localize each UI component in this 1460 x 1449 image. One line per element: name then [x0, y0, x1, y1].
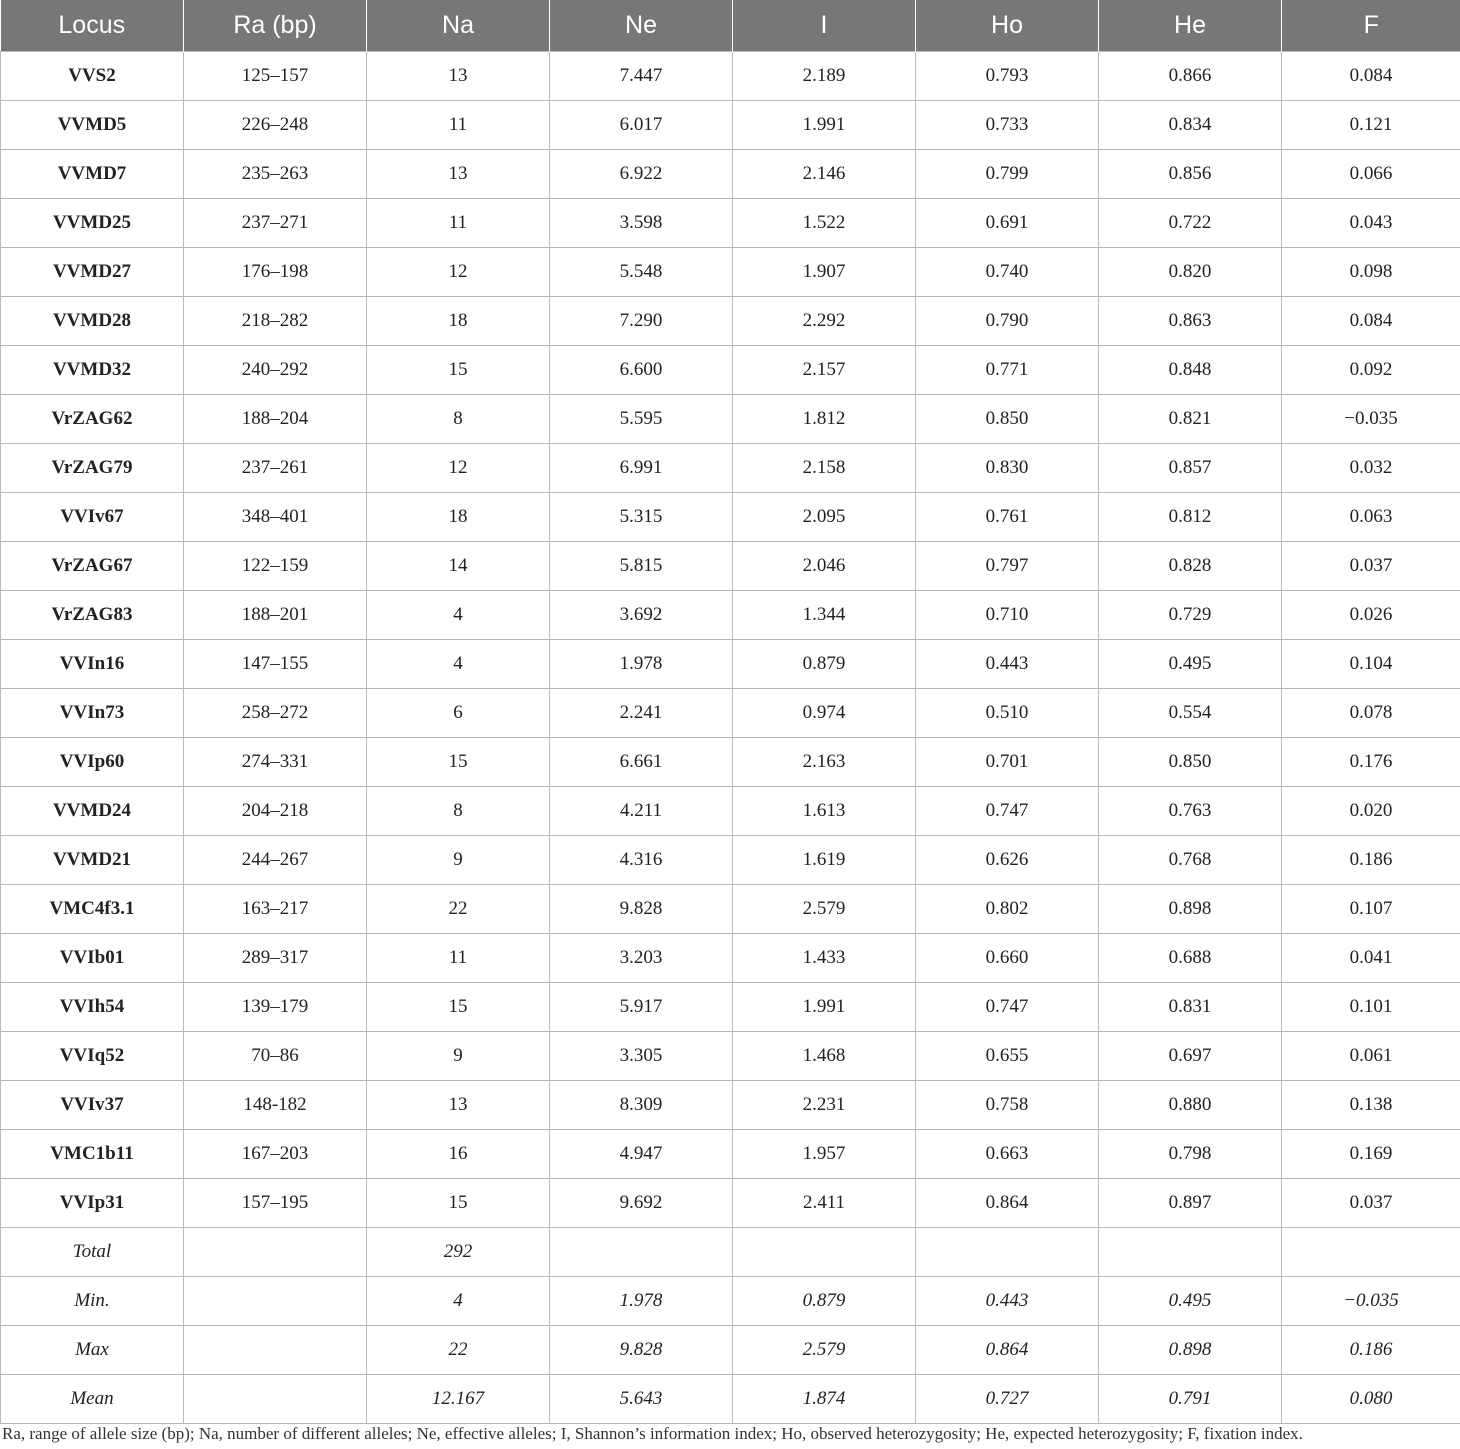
- table-cell: 147–155: [184, 640, 367, 689]
- table-cell: 0.747: [916, 787, 1099, 836]
- table-cell: [916, 1228, 1099, 1277]
- locus-cell: VVMD27: [1, 248, 184, 297]
- summary-label-cell: Total: [1, 1228, 184, 1277]
- table-cell: 1.468: [733, 1032, 916, 1081]
- table-cell: 6.991: [550, 444, 733, 493]
- table-cell: 0.655: [916, 1032, 1099, 1081]
- table-row: [1, 738, 1460, 787]
- table-cell: [184, 1375, 367, 1424]
- table-row: [1, 542, 1460, 591]
- table-cell: 0.443: [916, 1277, 1099, 1326]
- table-cell: 0.850: [916, 395, 1099, 444]
- locus-cell: VVIv67: [1, 493, 184, 542]
- locus-cell: VVMD25: [1, 199, 184, 248]
- table-row: [1, 248, 1460, 297]
- table-cell: 0.740: [916, 248, 1099, 297]
- locus-cell: VrZAG79: [1, 444, 184, 493]
- table-cell: 1.991: [733, 101, 916, 150]
- table-cell: 3.305: [550, 1032, 733, 1081]
- table-cell: 0.688: [1099, 934, 1282, 983]
- table-cell: 4: [367, 640, 550, 689]
- table-cell: 0.880: [1099, 1081, 1282, 1130]
- table-cell: 0.063: [1282, 493, 1460, 542]
- table-cell: 0.797: [916, 542, 1099, 591]
- table-cell: 0.898: [1099, 1326, 1282, 1375]
- table-cell: [733, 1228, 916, 1277]
- table-cell: 3.598: [550, 199, 733, 248]
- column-header: He: [1099, 0, 1282, 52]
- table-row: [1, 1179, 1460, 1228]
- table-cell: 0.121: [1282, 101, 1460, 150]
- table-body: [1, 52, 1460, 1424]
- locus-cell: VVMD32: [1, 346, 184, 395]
- table-cell: 0.084: [1282, 52, 1460, 101]
- table-cell: 1.978: [550, 640, 733, 689]
- table-cell: 5.315: [550, 493, 733, 542]
- summary-row: [1, 1277, 1460, 1326]
- table-cell: 7.290: [550, 297, 733, 346]
- table-row: [1, 101, 1460, 150]
- table-cell: 8: [367, 395, 550, 444]
- table-cell: 0.101: [1282, 983, 1460, 1032]
- table-row: [1, 297, 1460, 346]
- table-cell: 0.864: [916, 1179, 1099, 1228]
- table-cell: 0.898: [1099, 885, 1282, 934]
- table-cell: 0.763: [1099, 787, 1282, 836]
- table-row: [1, 1032, 1460, 1081]
- table-cell: 4.947: [550, 1130, 733, 1179]
- table-cell: 6.922: [550, 150, 733, 199]
- table-cell: 0.828: [1099, 542, 1282, 591]
- table-cell: 1.522: [733, 199, 916, 248]
- table-cell: 0.727: [916, 1375, 1099, 1424]
- table-cell: 0.830: [916, 444, 1099, 493]
- table-cell: 0.761: [916, 493, 1099, 542]
- table-cell: 204–218: [184, 787, 367, 836]
- table-cell: 274–331: [184, 738, 367, 787]
- table-cell: 5.917: [550, 983, 733, 1032]
- table-cell: [184, 1277, 367, 1326]
- table-cell: 70–86: [184, 1032, 367, 1081]
- locus-cell: VVIb01: [1, 934, 184, 983]
- table-cell: 122–159: [184, 542, 367, 591]
- table-cell: 235–263: [184, 150, 367, 199]
- locus-cell: VVIn16: [1, 640, 184, 689]
- locus-cell: VMC1b11: [1, 1130, 184, 1179]
- table-cell: 0.768: [1099, 836, 1282, 885]
- table-cell: 0.176: [1282, 738, 1460, 787]
- table-cell: 16: [367, 1130, 550, 1179]
- table-cell: 0.821: [1099, 395, 1282, 444]
- table-row: [1, 1130, 1460, 1179]
- locus-cell: VVMD24: [1, 787, 184, 836]
- table-cell: 4.211: [550, 787, 733, 836]
- table-cell: 1.957: [733, 1130, 916, 1179]
- table-cell: 1.613: [733, 787, 916, 836]
- table-cell: 0.834: [1099, 101, 1282, 150]
- table-cell: 0.863: [1099, 297, 1282, 346]
- table-cell: 0.733: [916, 101, 1099, 150]
- table-row: [1, 689, 1460, 738]
- table-row: [1, 836, 1460, 885]
- table-cell: 0.066: [1282, 150, 1460, 199]
- table-cell: 0.495: [1099, 1277, 1282, 1326]
- locus-cell: VVIn73: [1, 689, 184, 738]
- table-cell: 5.548: [550, 248, 733, 297]
- table-cell: 0.879: [733, 1277, 916, 1326]
- table-cell: 237–261: [184, 444, 367, 493]
- table-cell: [184, 1326, 367, 1375]
- table-cell: 2.579: [733, 1326, 916, 1375]
- table-cell: 2.146: [733, 150, 916, 199]
- table-cell: 0.169: [1282, 1130, 1460, 1179]
- table-cell: 5.595: [550, 395, 733, 444]
- table-cell: 9: [367, 836, 550, 885]
- table-cell: 9: [367, 1032, 550, 1081]
- column-header: I: [733, 0, 916, 52]
- table-cell: 1.619: [733, 836, 916, 885]
- table-cell: 226–248: [184, 101, 367, 150]
- table-cell: 0.626: [916, 836, 1099, 885]
- table-cell: 240–292: [184, 346, 367, 395]
- table-cell: [1282, 1228, 1460, 1277]
- table-row: [1, 493, 1460, 542]
- table-cell: 2.163: [733, 738, 916, 787]
- table-cell: 2.231: [733, 1081, 916, 1130]
- table-cell: 12: [367, 248, 550, 297]
- table-cell: 7.447: [550, 52, 733, 101]
- table-cell: −0.035: [1282, 1277, 1460, 1326]
- table-cell: 348–401: [184, 493, 367, 542]
- column-header: Ho: [916, 0, 1099, 52]
- table-cell: 0.747: [916, 983, 1099, 1032]
- table-cell: 11: [367, 101, 550, 150]
- table-cell: 0.186: [1282, 1326, 1460, 1375]
- table-cell: 0.974: [733, 689, 916, 738]
- table-cell: −0.035: [1282, 395, 1460, 444]
- table-cell: 0.026: [1282, 591, 1460, 640]
- table-row: [1, 591, 1460, 640]
- table-cell: 0.831: [1099, 983, 1282, 1032]
- table-cell: 0.663: [916, 1130, 1099, 1179]
- table-row: [1, 885, 1460, 934]
- table-cell: 0.729: [1099, 591, 1282, 640]
- header-row: [1, 0, 1460, 52]
- table-cell: 0.798: [1099, 1130, 1282, 1179]
- table-cell: 2.579: [733, 885, 916, 934]
- table-cell: 2.241: [550, 689, 733, 738]
- table-cell: 0.897: [1099, 1179, 1282, 1228]
- table-cell: 218–282: [184, 297, 367, 346]
- table-cell: 0.710: [916, 591, 1099, 640]
- table-cell: 9.692: [550, 1179, 733, 1228]
- table-cell: 4.316: [550, 836, 733, 885]
- table-cell: 0.820: [1099, 248, 1282, 297]
- table-cell: 15: [367, 1179, 550, 1228]
- locus-cell: VVMD5: [1, 101, 184, 150]
- table-cell: 15: [367, 738, 550, 787]
- table-cell: 148-182: [184, 1081, 367, 1130]
- table-cell: 1.907: [733, 248, 916, 297]
- table-cell: 11: [367, 934, 550, 983]
- table-cell: 14: [367, 542, 550, 591]
- table-cell: 157–195: [184, 1179, 367, 1228]
- table-cell: 6.017: [550, 101, 733, 150]
- table-cell: 22: [367, 885, 550, 934]
- summary-label-cell: Mean: [1, 1375, 184, 1424]
- table-cell: 0.722: [1099, 199, 1282, 248]
- table-cell: 0.510: [916, 689, 1099, 738]
- table-cell: 0.037: [1282, 1179, 1460, 1228]
- table-cell: 12.167: [367, 1375, 550, 1424]
- table-cell: 13: [367, 52, 550, 101]
- table-cell: 188–201: [184, 591, 367, 640]
- table-cell: 0.138: [1282, 1081, 1460, 1130]
- table-row: [1, 52, 1460, 101]
- table-cell: 0.793: [916, 52, 1099, 101]
- table-cell: 11: [367, 199, 550, 248]
- summary-row: [1, 1326, 1460, 1375]
- table-cell: [550, 1228, 733, 1277]
- table-cell: 0.098: [1282, 248, 1460, 297]
- table-cell: 8.309: [550, 1081, 733, 1130]
- table-cell: 2.046: [733, 542, 916, 591]
- table-cell: 163–217: [184, 885, 367, 934]
- table-cell: 244–267: [184, 836, 367, 885]
- table-cell: 292: [367, 1228, 550, 1277]
- table-row: [1, 1081, 1460, 1130]
- table-cell: 2.158: [733, 444, 916, 493]
- table-cell: 8: [367, 787, 550, 836]
- table-cell: 1.344: [733, 591, 916, 640]
- table-cell: 0.691: [916, 199, 1099, 248]
- table-cell: 0.856: [1099, 150, 1282, 199]
- table-cell: 0.771: [916, 346, 1099, 395]
- table-row: [1, 395, 1460, 444]
- table-row: [1, 934, 1460, 983]
- table-cell: 0.554: [1099, 689, 1282, 738]
- locus-cell: VVIv37: [1, 1081, 184, 1130]
- table-cell: 139–179: [184, 983, 367, 1032]
- column-header: Locus: [1, 0, 184, 52]
- table-cell: 5.815: [550, 542, 733, 591]
- table-cell: 4: [367, 591, 550, 640]
- table-cell: 6.600: [550, 346, 733, 395]
- table-cell: 0.697: [1099, 1032, 1282, 1081]
- table-cell: 15: [367, 346, 550, 395]
- table-cell: 0.020: [1282, 787, 1460, 836]
- locus-cell: VrZAG62: [1, 395, 184, 444]
- table-cell: 0.104: [1282, 640, 1460, 689]
- table-cell: 1.433: [733, 934, 916, 983]
- table-row: [1, 444, 1460, 493]
- table-cell: 0.791: [1099, 1375, 1282, 1424]
- table-cell: 3.203: [550, 934, 733, 983]
- locus-cell: VVMD7: [1, 150, 184, 199]
- table-cell: 0.799: [916, 150, 1099, 199]
- table-cell: 0.037: [1282, 542, 1460, 591]
- table-row: [1, 640, 1460, 689]
- table-cell: 2.292: [733, 297, 916, 346]
- table-cell: 0.078: [1282, 689, 1460, 738]
- locus-cell: VVIq52: [1, 1032, 184, 1081]
- table-cell: 22: [367, 1326, 550, 1375]
- table-cell: 0.866: [1099, 52, 1282, 101]
- table-row: [1, 150, 1460, 199]
- table-cell: 237–271: [184, 199, 367, 248]
- table-cell: 1.874: [733, 1375, 916, 1424]
- table-cell: 2.157: [733, 346, 916, 395]
- table-cell: 0.790: [916, 297, 1099, 346]
- table-cell: 0.701: [916, 738, 1099, 787]
- table-cell: 13: [367, 150, 550, 199]
- table-cell: 0.080: [1282, 1375, 1460, 1424]
- table-cell: 0.495: [1099, 640, 1282, 689]
- table-cell: [1099, 1228, 1282, 1277]
- column-header: F: [1282, 0, 1460, 52]
- table-cell: 2.095: [733, 493, 916, 542]
- table-row: [1, 787, 1460, 836]
- locus-cell: VrZAG83: [1, 591, 184, 640]
- table-row: [1, 199, 1460, 248]
- table-cell: 167–203: [184, 1130, 367, 1179]
- column-header: Ne: [550, 0, 733, 52]
- table-row: [1, 346, 1460, 395]
- table-cell: 13: [367, 1081, 550, 1130]
- locus-cell: VMC4f3.1: [1, 885, 184, 934]
- table-cell: 0.092: [1282, 346, 1460, 395]
- table-footnote: Ra, range of allele size (bp); Na, number of different alleles; Ne, effective alleles; I, Shannon’s information index; Ho, observed heterozygosity; He, expected heterozygosity; F, fixation index.: [2, 1424, 1303, 1443]
- locus-cell: VVS2: [1, 52, 184, 101]
- table-cell: 0.061: [1282, 1032, 1460, 1081]
- table-cell: 1.978: [550, 1277, 733, 1326]
- summary-row: [1, 1375, 1460, 1424]
- table-cell: 0.864: [916, 1326, 1099, 1375]
- table-cell: 18: [367, 297, 550, 346]
- table-cell: 258–272: [184, 689, 367, 738]
- table-cell: 2.189: [733, 52, 916, 101]
- table-cell: 3.692: [550, 591, 733, 640]
- table-cell: 0.043: [1282, 199, 1460, 248]
- table-cell: 1.812: [733, 395, 916, 444]
- column-header: Ra (bp): [184, 0, 367, 52]
- table-cell: 2.411: [733, 1179, 916, 1228]
- table-cell: 176–198: [184, 248, 367, 297]
- table-cell: 0.443: [916, 640, 1099, 689]
- table-cell: 6: [367, 689, 550, 738]
- table-cell: 0.758: [916, 1081, 1099, 1130]
- table-cell: 188–204: [184, 395, 367, 444]
- table-cell: 0.857: [1099, 444, 1282, 493]
- table-cell: 9.828: [550, 885, 733, 934]
- table-cell: 125–157: [184, 52, 367, 101]
- summary-label-cell: Min.: [1, 1277, 184, 1326]
- table-cell: 9.828: [550, 1326, 733, 1375]
- table-cell: 1.991: [733, 983, 916, 1032]
- locus-cell: VrZAG67: [1, 542, 184, 591]
- column-header: Na: [367, 0, 550, 52]
- summary-label-cell: Max: [1, 1326, 184, 1375]
- locus-cell: VVMD28: [1, 297, 184, 346]
- table-cell: 12: [367, 444, 550, 493]
- table-cell: 0.107: [1282, 885, 1460, 934]
- table-cell: 0.186: [1282, 836, 1460, 885]
- locus-cell: VVIp31: [1, 1179, 184, 1228]
- table-cell: 0.848: [1099, 346, 1282, 395]
- table-cell: 18: [367, 493, 550, 542]
- locus-cell: VVIh54: [1, 983, 184, 1032]
- table-cell: 15: [367, 983, 550, 1032]
- locus-cell: VVMD21: [1, 836, 184, 885]
- table-cell: 0.879: [733, 640, 916, 689]
- table-cell: 289–317: [184, 934, 367, 983]
- table-cell: 0.032: [1282, 444, 1460, 493]
- table-row: [1, 983, 1460, 1032]
- table-cell: 6.661: [550, 738, 733, 787]
- table-cell: [184, 1228, 367, 1277]
- summary-row: [1, 1228, 1460, 1277]
- table-header: [1, 0, 1460, 52]
- table-cell: 0.660: [916, 934, 1099, 983]
- table-cell: 0.084: [1282, 297, 1460, 346]
- table-cell: 0.041: [1282, 934, 1460, 983]
- locus-cell: VVIp60: [1, 738, 184, 787]
- table-cell: 0.812: [1099, 493, 1282, 542]
- table-cell: 0.802: [916, 885, 1099, 934]
- table-cell: 0.850: [1099, 738, 1282, 787]
- table-cell: 4: [367, 1277, 550, 1326]
- table-cell: 5.643: [550, 1375, 733, 1424]
